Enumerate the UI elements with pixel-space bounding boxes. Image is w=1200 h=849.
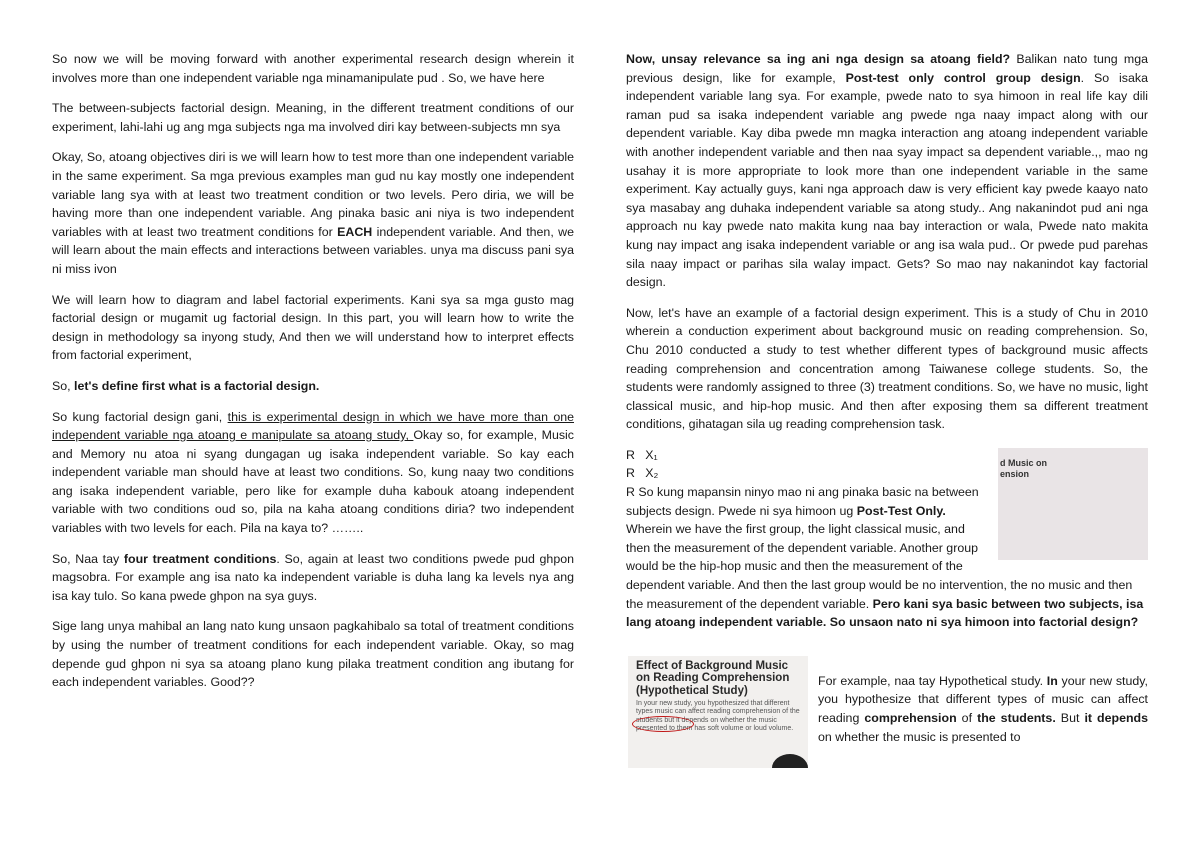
text-span: Okay, So, atoang objectives diri is we will learn how to test more than one independent variable in the same experiment. Sa mga previous examples man gud nu kay mostly one independent variable lang sya with at least two treatment condition or two levels. Pero diria, we will be having more than one independent variable. Ang pinaka basic ani niya is two independent variables with at least two treatment conditions for <box>52 150 574 239</box>
text-span: But <box>1055 711 1085 725</box>
red-annotation-circle <box>632 716 694 732</box>
bold-text: the students. <box>977 711 1056 725</box>
text-span: of <box>956 711 978 725</box>
paragraph-four-conditions <box>52 550 574 606</box>
paragraph-relevance <box>626 50 1148 292</box>
text-span: We will learn how to diagram and label factorial experiments. Kani sya sa mga gusto mag factorial design or mugamit ug factorial design. In this part, you will learn how to write the design in methodology sa inyong study, And then we will understand how to interpret effects from factorial experiment, <box>52 292 574 363</box>
text-span: So kung factorial design gani, <box>52 409 228 424</box>
bold-text: Post-Test Only. <box>856 503 946 518</box>
text-span: Okay so, for example, Music and Memory nu atoa ni syang dungagan ug isaka independent variable. So kay each independent variable man should have at least two conditions. So, kung naay two conditions ang isaka independent variable, pero like for example duha kabouk atoang independent variable with two conditions oud so, pila na kaha atoang conditions diria? two independent variables with two levels for each. Pila na kaya to? …….. <box>52 428 574 536</box>
bold-text: four treatment conditions <box>123 551 277 566</box>
text-span: . So isaka independent variable lang sya. For example, pwede nato to sya himoon in real life kay dili raman pud sa isaka independent variable ang pwede nga naay impact along with our dependent variable. Kay diba pwede mn magka interaction ang atoang independent variable with another independent variable and then naa syay impact sa dependent variable.,, mao ng usahay it is more appropriate to look more than one independent variable in the same experiment. Kay actually guys, kani nga approach daw is very efficient kay pwede kaayo nato sya masabay ang duhaka independent variable sa atong study.. Ang nakanindot pud ani nga approach nu kay pwede nato makita kung naa bay interaction or wala, Pwede nato makita kung nay impact ang isaka independent variable or ang isa wala pud.. Or pwede pud parehas sila naay impact or parihas sila walay impact. Gets? So mao nay nakanindot kay factorial design. <box>626 70 1148 290</box>
text-span: Wherein we have the first group, the light classical music, and then the measurement of the dependent variable. Another group would be the hip-hop music and then the measurement of the dependent variable. And then the last group would be no intervention, the no music and then the measurement of the dependent variable. <box>626 522 1133 611</box>
thumbnail-title: Effect of Background Music on Reading Comprehension (Hypothetical Study) <box>636 659 790 697</box>
text-span: So now we will be moving forward with another experimental research design wherein it involves more than one independent variable nga minamanipulate pud . So, we have here <box>52 52 574 85</box>
hypothetical-study-section <box>626 644 1148 772</box>
text-span: So, <box>52 378 75 393</box>
paragraph-between-subjects <box>52 99 574 136</box>
paragraph-diagram <box>52 291 574 365</box>
underlined-text: this is experimental design in which we have more than one independent variable nga atoang e manipulate sa atoang study, <box>52 409 574 443</box>
text-span: Balikan nato tung mga previous design, like for example, <box>626 52 1148 85</box>
slide-thumbnail-hypothetical-study <box>628 656 808 768</box>
presenter-webcam <box>772 754 808 768</box>
bold-text: Pero kani sya basic between two subjects, isa lang atoang independent variable. So unsaon nato ni sya himoon into factorial design? <box>626 596 1144 630</box>
paragraph-total-conditions <box>52 617 574 691</box>
bold-text: it depends <box>1084 711 1149 725</box>
text-span: For example, naa tay Hypothetical study. <box>818 673 1047 688</box>
right-column <box>626 50 1148 772</box>
text-span: . So, again at least two conditions pwede pud ghpon magsobra. For example ang isa nato ka independent variable is duha lang ka levels nya ang isa kay tulo. So kana pwede ghpon na sya guys. <box>52 551 574 603</box>
paragraph-objectives <box>52 148 574 278</box>
slide-thumbnail-music-study <box>998 448 1148 560</box>
left-column <box>52 50 574 704</box>
text-span: Now, let's have an example of a factorial design experiment. This is a study of Chu in 2010 wherein a conduction experiment about background music on reading comprehension. So, Chu 2010 conducted a study to test whether different types of background music affects reading comprehension and concentration among Taiwanese college students. So, the students were randomly assigned to three (3) treatment conditions. So, we have no music, light classical music, and hip-hop music. And then after exposing them sa different treatment conditions, gihatagan sila ug reading comprehension task. <box>626 305 1148 432</box>
thumbnail-body-text: In your new study, you hypothesized that different types music can affect reading comprehension of the students but it depends on whether the music presented to them has soft volume or loud volume. <box>636 699 800 733</box>
paragraph-intro <box>52 50 574 87</box>
paragraph-hypothetical <box>818 672 1148 746</box>
text-span: The between-subjects factorial design. Meaning, in the different treatment conditions of our experiment, lahi-lahi ug ang mga subjects nga ma involved diri kay between-subjects mn sya <box>52 101 574 134</box>
text-span: your new study, you hypothesize that different types of music can affect reading <box>818 673 1148 725</box>
text-span: So, Naa tay <box>52 551 124 566</box>
paragraph-define <box>52 377 574 396</box>
paragraph-chu-example <box>626 304 1148 434</box>
text-span: Sige lang unya mahibal an lang nato kung unsaon pagkahibalo sa total of treatment conditions by using the number of treatment conditions for each independent variable. Okay, so mag depende gud ghpon ni sya sa atoang plano kung pilaka treatment condition ang ibutang for each independent variables. Good?? <box>52 619 574 690</box>
text-span: independent variable. And then, we will learn about the main effects and interactions between variables. unya ma discuss pani sya ni miss ivon <box>52 224 574 276</box>
bold-text: EACH <box>337 224 373 239</box>
thumbnail-title: d Music on ension <box>1000 457 1047 479</box>
bold-text: let's define first what is a factorial design. <box>74 378 320 393</box>
handwritten-design-notation: R X₁ R X₂ R <box>626 447 659 500</box>
bold-text: comprehension <box>864 711 957 725</box>
paragraph-factorial-definition <box>52 408 574 538</box>
bold-text: In <box>1046 673 1058 688</box>
bold-text: Post-test only control group design <box>845 70 1081 85</box>
text-span: So kung mapansin ninyo mao ni ang pinaka basic na between subjects design. Pwede ni sya himoon ug <box>626 485 979 518</box>
bold-text: Now, unsay relevance sa ing ani nga design sa atoang field? <box>626 52 1011 66</box>
text-span: on whether the music is presented to <box>818 729 1021 744</box>
